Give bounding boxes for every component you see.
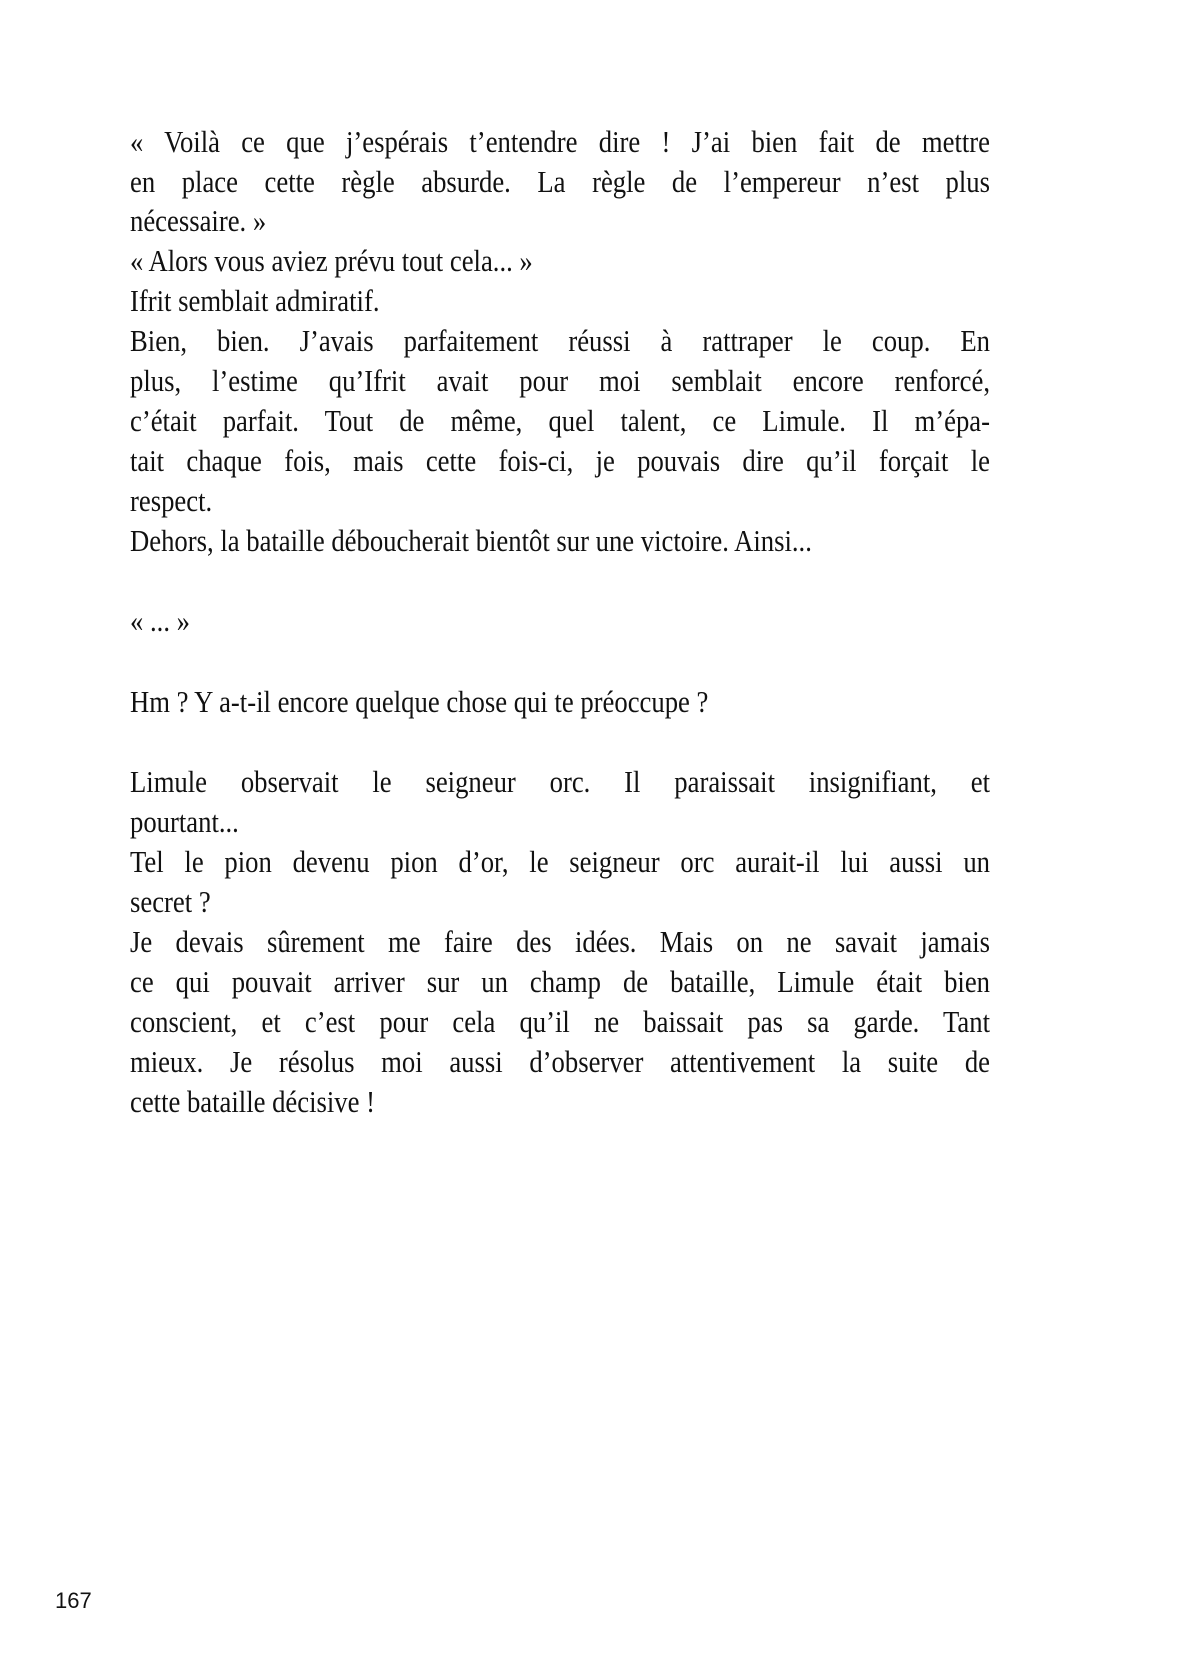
text-line: Hm ? Y a-t-il encore quelque chose qui te préoccupe ?: [130, 684, 709, 719]
text-line: Tel le pion devenu pion d’or, le seigneur orc aurait-il lui aussi un: [130, 844, 990, 879]
text-line: Bien, bien. J’avais parfaitement réussi à rattraper le coup. En: [130, 323, 990, 358]
text-line: Ifrit semblait admiratif.: [130, 283, 380, 318]
text-line: cette bataille décisive !: [130, 1084, 375, 1119]
text-line: conscient, et c’est pour cela qu’il ne baissait pas sa garde. Tant: [130, 1004, 990, 1039]
text-line: plus, l’estime qu’Ifrit avait pour moi semblait encore renforcé,: [130, 363, 990, 398]
text-line: nécessaire. »: [130, 203, 267, 238]
text-line: Limule observait le seigneur orc. Il paraissait insignifiant, et: [130, 764, 990, 799]
text-line: c’était parfait. Tout de même, quel talent, ce Limule. Il m’épa-: [130, 403, 990, 438]
text-line: pourtant...: [130, 804, 239, 839]
text-line: ce qui pouvait arriver sur un champ de bataille, Limule était bien: [130, 964, 990, 999]
text-line: respect.: [130, 483, 213, 518]
text-line: en place cette règle absurde. La règle de l’empereur n’est plus: [130, 164, 990, 199]
text-line: tait chaque fois, mais cette fois-ci, je pouvais dire qu’il forçait le: [130, 443, 990, 478]
text-line: « Voilà ce que j’espérais t’entendre dire ! J’ai bien fait de mettre: [130, 124, 990, 159]
page-number: 167: [55, 1588, 92, 1613]
text-line: « Alors vous aviez prévu tout cela... »: [130, 243, 533, 278]
text-line: « ... »: [130, 603, 190, 638]
text-line: Je devais sûrement me faire des idées. Mais on ne savait jamais: [130, 924, 990, 959]
text-line: secret ?: [130, 884, 211, 919]
text-line: mieux. Je résolus moi aussi d’observer attentivement la suite de: [130, 1044, 990, 1079]
text-line: Dehors, la bataille déboucherait bientôt sur une victoire. Ainsi...: [130, 523, 812, 558]
